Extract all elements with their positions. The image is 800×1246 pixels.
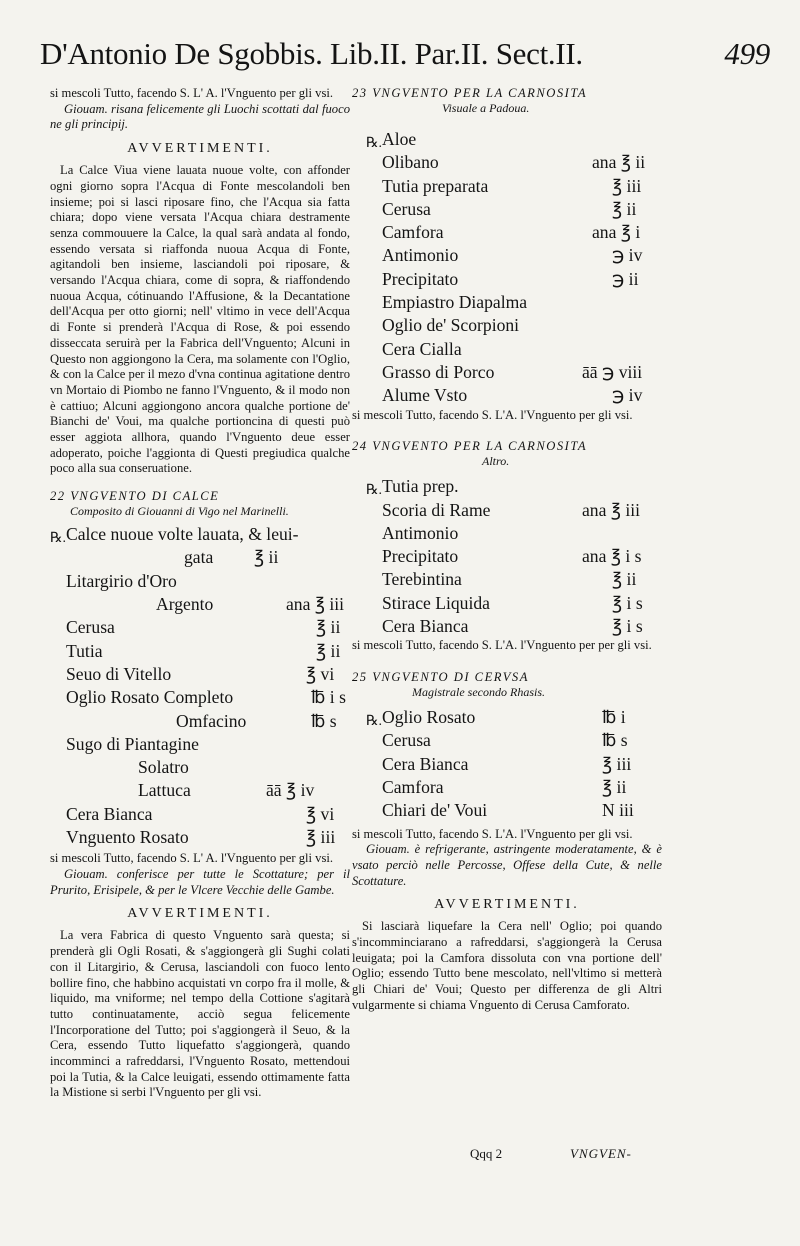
ingredient-row (382, 753, 662, 776)
recipe-subtitle: Magistrale secondo Rhasis. (412, 685, 545, 700)
ingredient-quantity: ℈ ii (612, 268, 639, 289)
recipe-note: Giouam. è refrigerante, astringente moderatamente, & è vsato perciò nelle Percosse, Offese della Cute, & nelle Scottature. (352, 842, 662, 888)
ingredient-row (382, 475, 662, 498)
ingredient-list (366, 475, 662, 638)
ingredient-row (66, 546, 350, 569)
recipe-symbol: ℞. (366, 714, 383, 730)
ingredient-quantity: ℔ s (311, 710, 337, 731)
ingredient-name: Cera Cialla (382, 338, 462, 359)
running-head (40, 36, 770, 72)
catchword: VNGVEN- (570, 1146, 632, 1161)
ingredient-quantity: ℥ ii (316, 617, 341, 638)
ingredient-name: Camfora (382, 776, 444, 797)
recipe-title: 25 VNGVENTO DI CERVSA (352, 670, 529, 685)
ingredient-name: Antimonio (382, 522, 459, 543)
ingredient-row (382, 799, 662, 822)
recipe-title: 24 VNGVENTO PER LA CARNOSITA (352, 439, 588, 454)
ingredient-row (382, 729, 662, 752)
ingredient-name: Scoria di Rame (382, 499, 491, 520)
ingredient-name: Tutia (66, 640, 103, 661)
ingredient-name: gata (184, 547, 214, 568)
ingredient-name: Precipitato (382, 268, 459, 289)
ingredient-row (66, 803, 350, 826)
ingredient-row (382, 244, 662, 267)
ingredient-row (382, 568, 662, 591)
ingredient-name: Seuo di Vitello (66, 663, 172, 684)
ingredient-quantity: ℥ ii (602, 776, 627, 797)
ingredient-name: Antimonio (382, 245, 459, 266)
ingredient-row (382, 592, 662, 615)
paragraph: La vera Fabrica di questo Vnguento sarà questa; si prenderà gli Ogli Rosati, & s'aggiongerà gli Sughi colati con il Litargirio, & Cerusa, lasciandoli con fuoco lento bollire fino, che habbino acquistati vn corpo fra il molle, & liquido, ma vniforme; nel tempo della Cottione s'agitarà tutto continuatamente, acciò segua felicemente l'Incorporatione del Tutto; poi s'aggiongerà il Seuo, & la Cera, essendo Tutto liquefatto s'aggiongerà, quando incomminci a rafreddarsi, l'Vnguento Rosato, mettendoui poi la Tutia, & la Calce leuigati, essendo ottimamente fatta la Mistione si serbi l'Vnguento per gli vsi. (50, 928, 350, 1100)
ingredient-row (382, 545, 662, 568)
section-heading: AVVERTIMENTI. (434, 897, 580, 913)
ingredient-row (382, 776, 662, 799)
ingredient-name: Sugo di Piantagine (66, 733, 199, 754)
ingredient-quantity: ℥ vi (306, 663, 335, 684)
ingredient-name: Aloe (382, 129, 417, 149)
ingredient-row (66, 523, 350, 546)
ingredient-row (382, 522, 662, 545)
ingredient-row (382, 268, 662, 291)
ingredient-row (66, 733, 350, 756)
ingredient-name: Cera Bianca (382, 753, 469, 774)
signature-mark: Qqq 2 (470, 1146, 503, 1161)
ingredient-quantity: ana ℥ i (592, 222, 641, 243)
ingredient-name: Solatro (138, 757, 189, 778)
ingredient-row (66, 710, 350, 733)
ingredient-quantity: ana ℥ iii (286, 594, 345, 615)
ingredient-row (382, 198, 662, 221)
ingredient-quantity: ℥ iii (602, 753, 632, 774)
recipe-title: 23 VNGVENTO PER LA CARNOSITA (352, 86, 588, 100)
recipe-closing: si mescoli Tutto, facendo S. L'A. l'Vnguento per gli vsi. (352, 407, 633, 422)
recipe-closing: si mescoli Tutto, facendo S. L' A. l'Vnguento per gli vsi. (50, 851, 333, 866)
recipe-subtitle: Visuale a Padoua. (442, 101, 530, 115)
ingredient-name: Tutia preparata (382, 175, 489, 196)
recipe-symbol: ℞. (50, 531, 67, 547)
ingredient-quantity: ℥ i s (612, 592, 643, 613)
ingredient-name: Tutia prep. (382, 476, 459, 497)
ingredient-name: Chiari de' Voui (382, 800, 488, 821)
ingredient-row (382, 221, 662, 244)
ingredient-name: Stirace Liquida (382, 592, 490, 613)
ingredient-quantity: ℔ i (602, 707, 626, 728)
recipe-subtitle: Composito di Giouanni di Vigo nel Marinelli. (70, 504, 289, 519)
recipe-closing: si mescoli Tutto, facendo S. L'A. l'Vnguento per gli vsi. (352, 826, 633, 841)
ingredient-name: Litargirio d'Oro (66, 570, 177, 591)
ingredient-name: Argento (156, 594, 214, 615)
ingredient-quantity: ℥ iii (612, 175, 642, 196)
left-column (50, 86, 350, 1101)
ingredient-quantity: ana ℥ i s (582, 546, 642, 567)
ingredient-name: Terebintina (382, 569, 462, 590)
ingredient-row (66, 686, 350, 709)
recipe-symbol: ℞. (366, 483, 383, 499)
ingredient-name: Calce nuoue volte lauata, & leui- (66, 524, 299, 545)
page-footer (470, 1146, 632, 1162)
ingredient-row (66, 826, 350, 849)
ingredient-quantity: ana ℥ ii (592, 152, 646, 173)
ingredient-row (382, 706, 662, 729)
recipe-note: Giouam. conferisce per tutte le Scottature; per il Prurito, Erisipele, & per le Vlcere Vecchie delle Gambe. (50, 867, 350, 897)
section-heading: AVVERTIMENTI. (127, 906, 273, 922)
ingredient-quantity: ℥ vi (306, 803, 335, 824)
ingredient-quantity: ℈ iv (612, 385, 643, 406)
ingredient-quantity: āā ℥ iv (266, 780, 315, 801)
recipe-title: 22 VNGVENTO DI CALCE (50, 489, 220, 504)
ingredient-quantity: ℥ ii (316, 640, 341, 661)
ingredient-quantity: ℈ iv (612, 245, 643, 266)
ingredient-name: Lattuca (138, 780, 191, 801)
ingredient-name: Camfora (382, 222, 444, 243)
ingredient-row (382, 615, 662, 638)
ingredient-quantity: ℥ ii (612, 198, 637, 219)
ingredient-quantity: āā ℈ viii (582, 361, 643, 382)
ingredient-quantity: ℔ i s (311, 687, 346, 708)
intro-line: si mescoli Tutto, facendo S. L' A. l'Vnguento per gli vsi. (50, 86, 333, 100)
paragraph: La Calce Viua viene lauata nuoue volte, con affonder ogni giorno sopra l'Acqua di Fonte mescolandoli ben insieme; poi si lasci riposare fino, che l'Acqua sia fatta chiara; dopo viene versata l'Acqua chiara destramente senza commouuere la Calce, la qual sarà andata al fondo, essendo versata si riaffonda nuoua Acqua di Fonte, agitandoli ben insieme, lasciandoli poi riposare, & versando l'Acqua chiara, come di sopra, & riaffondendo nuoua Acqua, cótinuando l'Affusione, & la Decantatione dell'Acqua per otto giorni; nell' vltimo in vece dell'Acqua di Fonte si prenderà l'Acqua di Rose, & poi essendo disseccata seruirà per la Fabrica dell'Vnguento; Alcuni in Questo non aggiongono la Cera, ma solamente con l'Oglio, & con la Calce per il mezo d'vna continua agitatione dentro vn Mortaio di Piombo ne fanno l'Vnguento, & il modo non è cattiuo; Alcuni aggiongono ancora qualche portione de' Bianchi de' Voui, ma qualche portioncina di questi può esser aggiota allhora, quando l'Vnguento deue esser adoperato, poiche l'aggionta di Questi pregiudica qualche poco alla sua conseruatione. (50, 163, 350, 476)
ingredient-row (382, 151, 662, 174)
ingredient-name: Cerusa (66, 617, 115, 638)
ingredient-name: Olibano (382, 152, 439, 173)
ingredient-name: Cera Bianca (382, 616, 469, 637)
ingredient-row (382, 361, 662, 384)
ingredient-name: Omfacino (176, 710, 247, 731)
ingredient-name: Oglio Rosato (382, 707, 476, 728)
ingredient-name: Oglio Rosato Completo (66, 687, 234, 708)
ingredient-quantity: ℥ ii (612, 569, 637, 590)
ingredient-row (382, 338, 662, 361)
running-title: D'Antonio De Sgobbis. Lib.II. Par.II. Sect.II. (40, 36, 583, 71)
ingredient-row (66, 570, 350, 593)
intro-note: Giouam. risana felicemente gli Luochi scottati dal fuoco ne gli principij. (50, 101, 350, 132)
ingredient-row (66, 640, 350, 663)
ingredient-name: Precipitato (382, 546, 459, 567)
section-heading: AVVERTIMENTI. (127, 141, 273, 157)
ingredient-name: Oglio de' Scorpioni (382, 315, 520, 336)
recipe-closing: si mescoli Tutto, facendo S. L'A. l'Vnguento per per gli vsi. (352, 638, 652, 653)
recipe-symbol: ℞. (366, 136, 383, 151)
ingredient-quantity: ana ℥ iii (582, 499, 641, 520)
ingredient-row (66, 593, 350, 616)
ingredient-row (66, 663, 350, 686)
ingredient-name: Cerusa (382, 198, 431, 219)
page-number: 499 (724, 36, 770, 71)
ingredient-list (366, 706, 662, 822)
ingredient-quantity: ℥ i s (612, 616, 643, 637)
ingredient-name: Empiastro Diapalma (382, 292, 528, 313)
ingredient-name: Cera Bianca (66, 803, 153, 824)
ingredient-row (382, 499, 662, 522)
right-column (352, 86, 662, 1014)
ingredient-name: Alume Vsto (382, 385, 468, 406)
recipe-subtitle: Altro. (482, 454, 510, 469)
ingredient-name: Cerusa (382, 730, 431, 751)
paragraph: Si lasciarà liquefare la Cera nell' Oglio; poi quando s'incomminciarano a rafreddarsi, s'aggiongerà la Cerusa leuigata; poi la Camfora dissoluta con vna portione dell' Oglio; essendo Tutto bene mescolato, nell'vltimo si metterà gli Chiari de' Voui; Questo per differenza de gli Altri vulgarmente si chiama Vnguento di Cerusa Camforato. (352, 919, 662, 1012)
ingredient-row (382, 384, 662, 407)
ingredient-quantity: ℥ iii (306, 827, 336, 848)
ingredient-list (50, 523, 350, 849)
ingredient-row (382, 291, 662, 314)
ingredient-quantity: ℥ ii (254, 547, 279, 568)
ingredient-quantity: ℔ s (602, 730, 628, 751)
ingredient-name: Grasso di Porco (382, 361, 495, 382)
ingredient-list (366, 128, 662, 408)
ingredient-row (382, 175, 662, 198)
ingredient-row (382, 314, 662, 337)
ingredient-quantity: N iii (602, 800, 634, 821)
ingredient-row (382, 128, 662, 151)
ingredient-row (66, 756, 350, 779)
ingredient-row (66, 616, 350, 639)
ingredient-row (66, 779, 350, 802)
ingredient-name: Vnguento Rosato (66, 827, 189, 848)
